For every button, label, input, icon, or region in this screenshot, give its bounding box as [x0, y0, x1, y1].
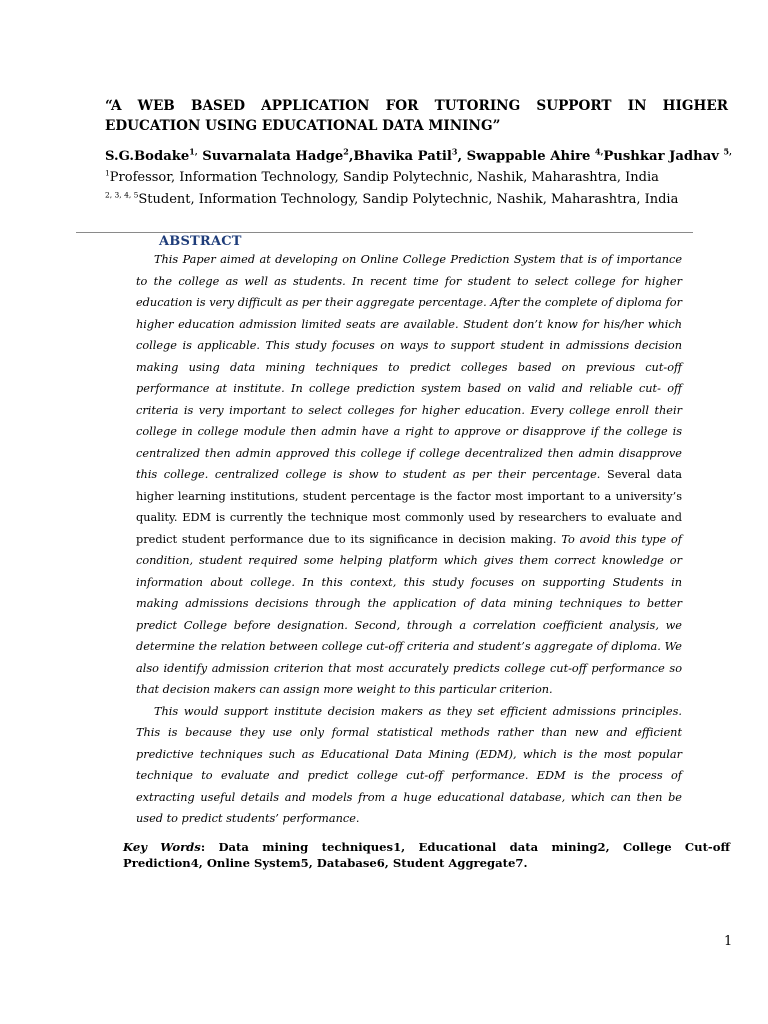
- page-number: 1: [724, 934, 733, 949]
- author-name: S.G.Bodake: [105, 149, 190, 164]
- author-name: ,Bhavika Patil: [348, 149, 452, 164]
- author-list: [105, 147, 745, 167]
- paper-title: “A WEB BASED APPLICATION FOR TUTORING SUPPORT IN HIGHER EDUCATION USING EDUCATIONAL DATA MINING”: [105, 98, 728, 134]
- author-affiliation-mark: 3: [451, 146, 458, 157]
- author-name: , Swappable Ahire: [457, 149, 596, 164]
- abstract-heading: ABSTRACT: [159, 234, 242, 249]
- abstract-text-regular: Several data higher learning institutions, student percentage is the factor most important to a university’s quality. EDM is currently the technique most commonly used by researchers to evaluate and predict student performance due to its significance in decision making.: [136, 468, 682, 546]
- abstract-body: [136, 249, 682, 830]
- affiliation-text: Professor, Information Technology, Sandip Polytechnic, Nashik, Maharashtra, India: [109, 170, 659, 185]
- abstract-paragraph: [136, 249, 682, 701]
- affiliation-mark: 1: [105, 168, 110, 178]
- author-name: Pushkar Jadhav: [603, 149, 724, 164]
- affiliation-mark: 2, 3, 4, 5: [105, 190, 139, 200]
- author-affiliation-mark: 5,: [723, 146, 732, 157]
- keywords: [123, 839, 730, 871]
- author-affiliation-mark: 1,: [189, 146, 198, 157]
- section-divider: [76, 232, 693, 233]
- affiliation-text: Student, Information Technology, Sandip Polytechnic, Nashik, Maharashtra, India: [138, 192, 679, 207]
- abstract-paragraph: This would support institute decision makers as they set efficient admissions principles. This is because they use only formal statistical methods rather than new and efficient predictive techniques such as Educational Data Mining (EDM), which is the most popular technique to evaluate and predict college cut-off performance. EDM is the process of extracting useful details and models from a huge educational database, which can then be used to predict students’ performance.: [136, 704, 682, 825]
- abstract-text-italic: This Paper aimed at developing on Online College Prediction System that is of importance to the college as well as students. In recent time for student to select college for higher education is very difficult as per their aggregate percentage. After the complete of diploma for higher education admission limited seats are available. Student don’t know for his/her which college is applicable. This study focuses on ways to support student in admissions decision making using data mining techniques to predict colleges based on previous cut-off performance at institute. In college prediction system based on valid and reliable cut- off criteria is very important to select colleges for higher education. Every college enroll their college in college module then admin have a right to approve or disapprove if the college is centralized then admin approved this college if college decentralized then admin disapprove this college. centralized college is show to student as per their percentage.: [136, 253, 682, 481]
- abstract-text-italic: To avoid this type of condition, student required some helping platform which gives them correct knowledge or information about college. In this context, this study focuses on supporting Students in making admissions decisions through the application of data mining techniques to better predict College before designation. Second, through a correlation coefficient analysis, we determine the relation between college cut-off criteria and student’s aggregate of diploma. We also identify admission criterion that most accurately predicts college cut-off performance so that decision makers can assign more weight to this particular criterion.: [136, 532, 682, 696]
- affiliation-line: [105, 169, 745, 187]
- author-affiliation-mark: 2: [343, 146, 349, 157]
- author-name: Suvarnalata Hadge: [197, 149, 344, 164]
- keywords-text: : Data mining techniques1, Educational data mining2, College Cut-off Prediction4, Online System5, Database6, Student Aggregate7.: [123, 840, 730, 870]
- author-affiliation-mark: 4,: [595, 146, 604, 157]
- keywords-label: Key Words: [123, 840, 201, 854]
- affiliation-line: [105, 191, 745, 209]
